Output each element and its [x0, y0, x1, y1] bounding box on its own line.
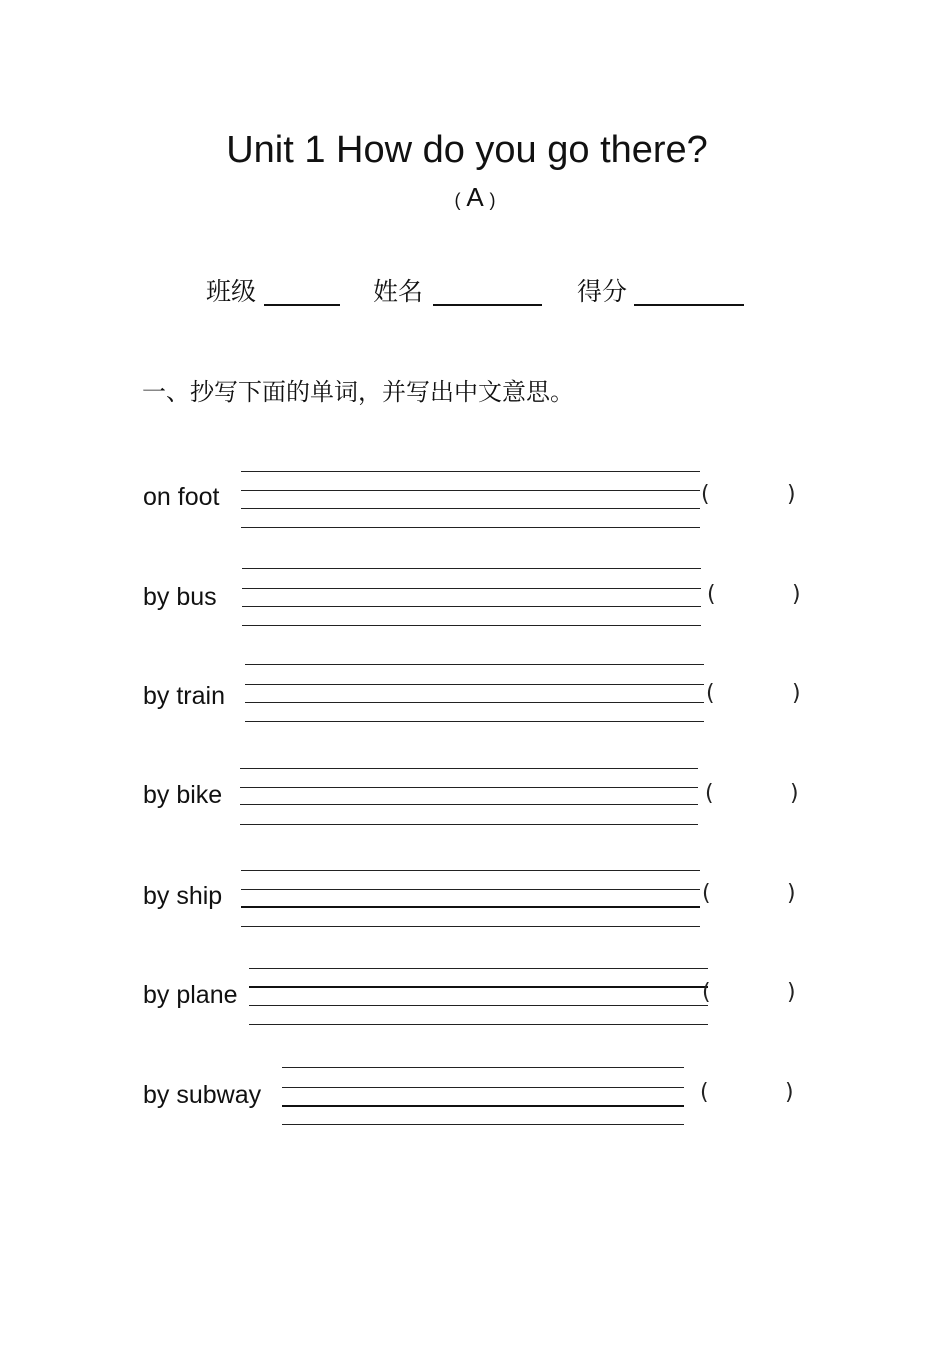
word-label: on foot [143, 483, 220, 511]
word-label: by subway [143, 1081, 262, 1109]
answer-open-paren: ( [702, 881, 711, 906]
answer-open-paren: ( [700, 1080, 709, 1105]
score-blank[interactable] [634, 304, 744, 306]
answer-open-paren: ( [702, 980, 711, 1005]
writing-line-bottom [241, 926, 700, 927]
writing-line-mid [241, 490, 700, 491]
subtitle-letter: A [466, 182, 483, 212]
class-label: 班级 [206, 277, 257, 306]
writing-line-base [245, 702, 704, 703]
answer-open-paren: ( [705, 781, 714, 806]
writing-line-mid [282, 1087, 684, 1088]
section-instruction: 一、抄写下面的单词，并写出中文意思。 [142, 378, 574, 406]
answer-close-paren: ) [787, 881, 796, 906]
writing-line-base [241, 906, 700, 908]
answer-close-paren: ) [787, 482, 796, 507]
subtitle-open-paren: ( [454, 190, 461, 210]
answer-close-paren: ) [792, 582, 801, 607]
word-label: by bus [143, 583, 217, 611]
worksheet-title: Unit 1 How do you go there? [226, 129, 708, 171]
writing-line-mid [245, 684, 704, 685]
writing-line-top [241, 870, 700, 871]
writing-line-base [249, 1005, 708, 1006]
answer-open-paren: ( [706, 681, 715, 706]
writing-line-bottom [282, 1124, 684, 1125]
writing-line-bottom [241, 527, 700, 528]
writing-line-bottom [242, 625, 701, 626]
writing-line-mid [249, 986, 708, 988]
writing-line-bottom [249, 1024, 708, 1025]
writing-line-mid [241, 889, 700, 890]
name-blank[interactable] [433, 304, 542, 306]
writing-line-base [242, 606, 701, 607]
writing-line-base [240, 804, 698, 805]
word-label: by bike [143, 781, 223, 809]
writing-line-base [282, 1105, 684, 1107]
answer-open-paren: ( [701, 482, 710, 507]
word-label: by plane [143, 981, 238, 1009]
writing-line-top [242, 568, 701, 569]
writing-line-top [240, 768, 698, 769]
word-label: by train [143, 682, 225, 710]
answer-close-paren: ) [787, 980, 796, 1005]
score-label: 得分 [577, 277, 628, 306]
answer-close-paren: ) [785, 1080, 794, 1105]
answer-open-paren: ( [707, 582, 716, 607]
writing-line-bottom [240, 824, 698, 825]
writing-line-mid [242, 588, 701, 589]
answer-close-paren: ) [790, 781, 799, 806]
worksheet-subtitle [0, 182, 950, 215]
subtitle-close-paren: ) [489, 190, 496, 210]
writing-line-top [241, 471, 700, 472]
word-label: by ship [143, 882, 223, 910]
writing-line-base [241, 508, 700, 509]
class-blank[interactable] [264, 304, 340, 306]
writing-line-mid [240, 787, 698, 788]
writing-line-bottom [245, 721, 704, 722]
name-label: 姓名 [373, 277, 424, 306]
answer-close-paren: ) [792, 681, 801, 706]
writing-line-top [245, 664, 704, 665]
writing-line-top [282, 1067, 684, 1068]
writing-line-top [249, 968, 708, 969]
